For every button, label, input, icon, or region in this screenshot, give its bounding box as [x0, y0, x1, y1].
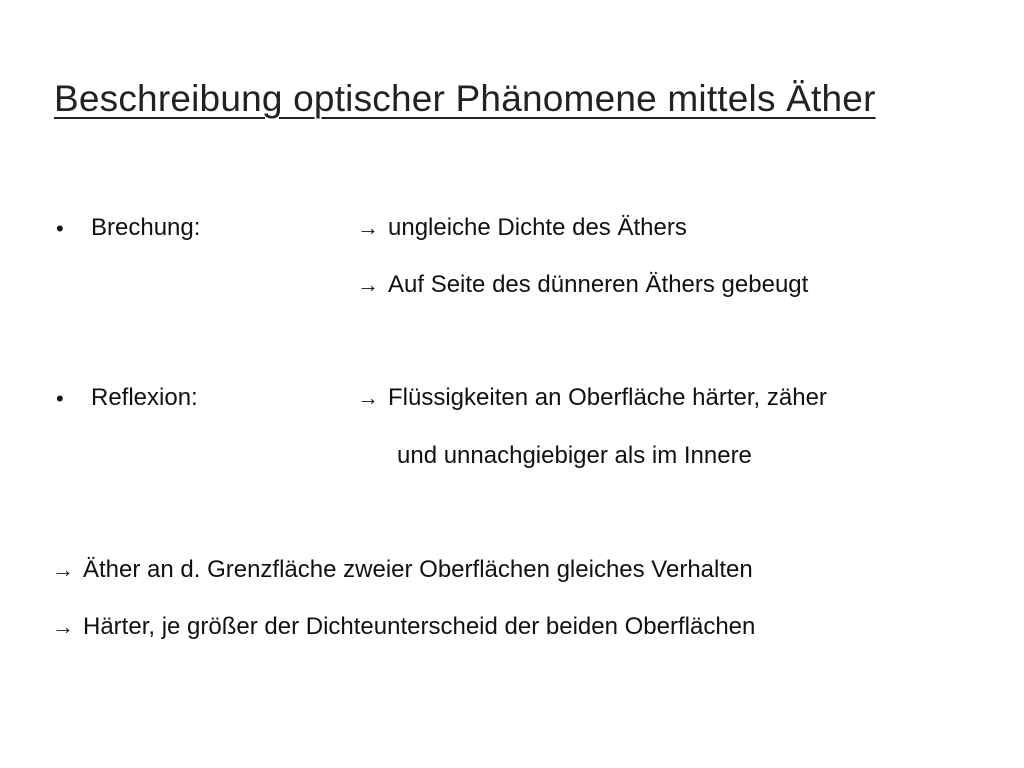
item-label-reflexion: Reflexion: — [91, 384, 198, 411]
slide-title: Beschreibung optischer Phänomene mittels Äther — [54, 78, 876, 119]
arrow-right-icon: → — [357, 215, 379, 240]
bullet-icon: • — [56, 386, 64, 411]
item-line-text: Auf Seite des dünneren Äthers gebeugt — [388, 271, 809, 298]
conclusion-line — [52, 555, 753, 585]
item-line — [357, 383, 827, 413]
arrow-right-icon: → — [52, 614, 74, 639]
conclusion-line — [52, 612, 755, 642]
item-line — [357, 213, 687, 243]
item-label-brechung: Brechung: — [91, 214, 201, 241]
arrow-right-icon: → — [52, 557, 74, 582]
arrow-right-icon: → — [357, 385, 379, 410]
item-line-text: und unnachgiebiger als im Innere — [397, 442, 752, 469]
bullet-icon: • — [56, 216, 64, 241]
item-line — [357, 270, 808, 300]
item-line-text: ungleiche Dichte des Äthers — [388, 214, 687, 241]
arrow-right-icon: → — [357, 272, 379, 297]
conclusion-text: Äther an d. Grenzfläche zweier Oberflächen gleiches Verhalten — [83, 556, 753, 583]
item-line-text: Flüssigkeiten an Oberfläche härter, zäher — [388, 384, 827, 411]
conclusion-text: Härter, je größer der Dichteunterscheid der beiden Oberflächen — [83, 613, 756, 640]
